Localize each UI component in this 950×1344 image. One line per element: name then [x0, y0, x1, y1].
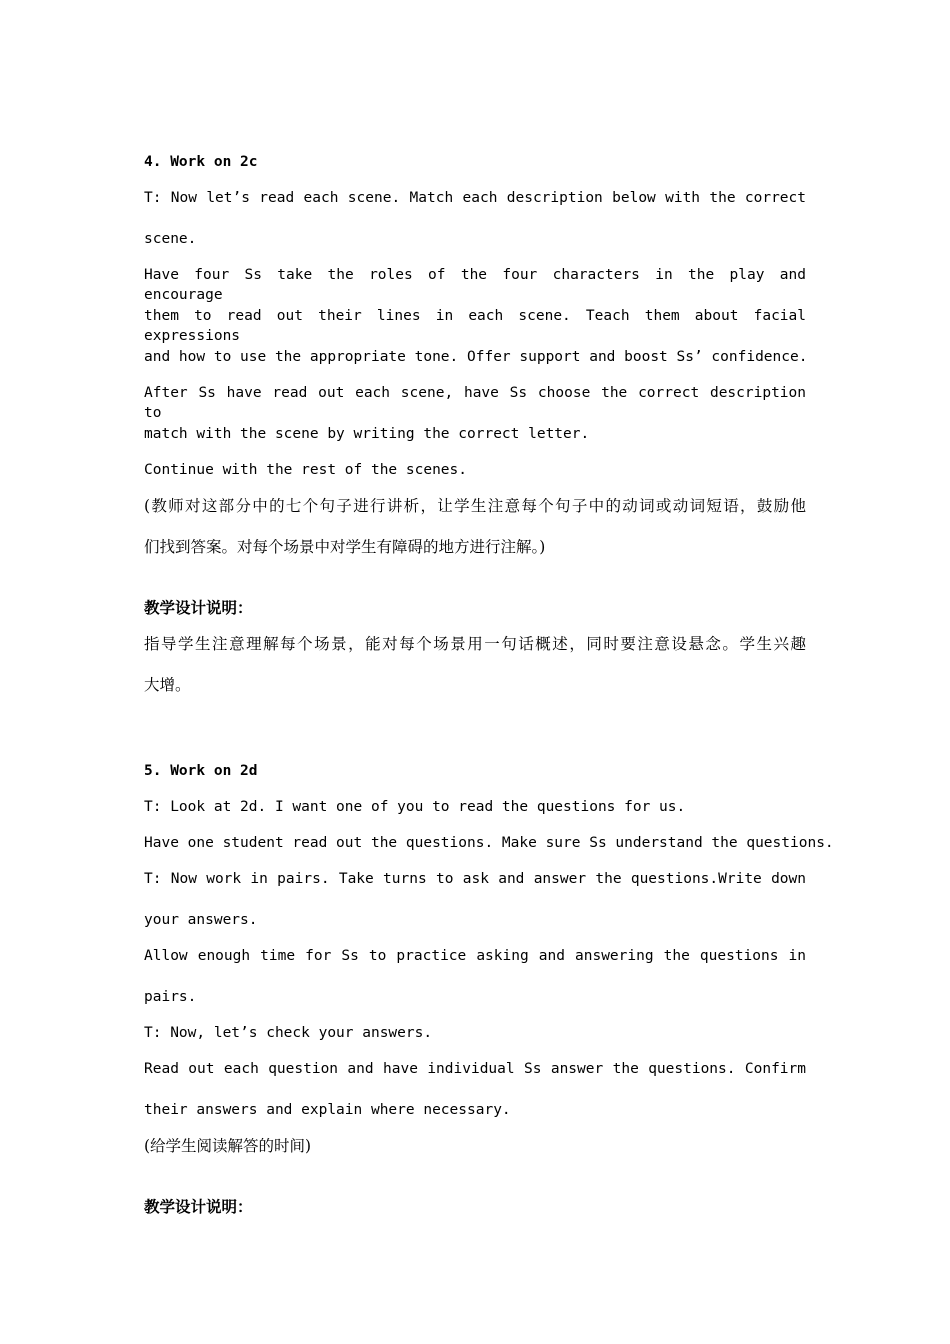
section-5-line-7: T: Now, let’s check your answers.	[144, 1025, 433, 1041]
section-4-line-3: Have four Ss take the roles of the four characters in the play and encourage	[144, 267, 806, 303]
section-4-line-6: After Ss have read out each scene, have Ss choose the correct description to	[144, 385, 806, 421]
section-4-design-line-2: 大增。	[144, 676, 191, 694]
section-4-line-7: match with the scene by writing the correct letter.	[144, 426, 590, 442]
section-4-design-heading: 教学设计说明：	[144, 599, 253, 617]
section-5-heading: 5. Work on 2d	[144, 763, 258, 779]
section-4-heading: 4. Work on 2c	[144, 154, 258, 170]
section-5-line-2: Have one student read out the questions. Make sure Ss understand the questions.	[144, 835, 834, 851]
section-5-line-1: T: Look at 2d. I want one of you to read the questions for us.	[144, 799, 686, 815]
section-5-line-3: T: Now work in pairs. Take turns to ask and answer the questions.Write down	[144, 871, 806, 887]
section-5-line-10: (给学生阅读解答的时间)	[144, 1137, 312, 1155]
section-4-line-9: (教师对这部分中的七个句子进行讲析，让学生注意每个句子中的动词或动词短语，鼓励他	[144, 497, 806, 515]
section-5-line-9: their answers and explain where necessary.	[144, 1102, 511, 1118]
section-4-line-8: Continue with the rest of the scenes.	[144, 462, 468, 478]
section-4-line-4: them to read out their lines in each scene. Teach them about facial expressions	[144, 308, 806, 344]
section-4-line-10: 们找到答案。对每个场景中对学生有障碍的地方进行注解。)	[144, 538, 546, 556]
section-4-design-line-1: 指导学生注意理解每个场景，能对每个场景用一句话概述，同时要注意设悬念。学生兴趣	[144, 635, 806, 653]
section-5-line-5: Allow enough time for Ss to practice asking and answering the questions in	[144, 948, 806, 964]
section-5-line-8: Read out each question and have individual Ss answer the questions. Confirm	[144, 1061, 806, 1077]
section-5-design-heading: 教学设计说明：	[144, 1198, 253, 1216]
section-5-line-4: your answers.	[144, 912, 258, 928]
section-4-line-2: scene.	[144, 231, 197, 247]
section-4-line-5: and how to use the appropriate tone. Offer support and boost Ss’ confidence.	[144, 349, 808, 365]
section-5-line-6: pairs.	[144, 989, 197, 1005]
section-4-line-1: T: Now let’s read each scene. Match each description below with the correct	[144, 190, 806, 206]
